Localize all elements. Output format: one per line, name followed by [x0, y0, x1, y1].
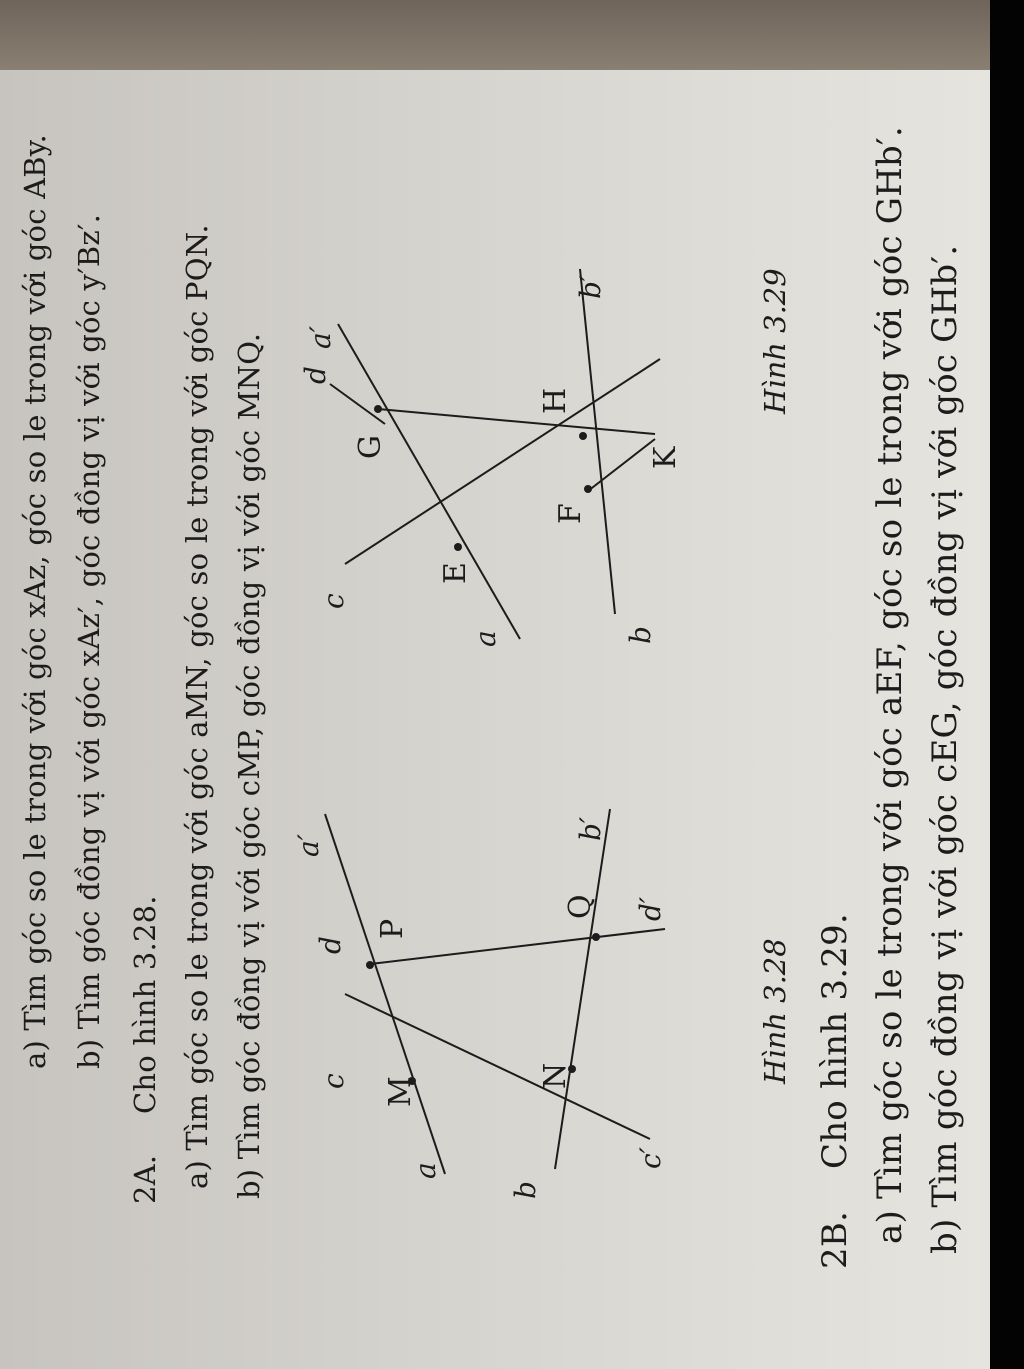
- exercise2a-intro: Cho hình 3.28.: [128, 895, 162, 1114]
- fig329-label-d: d: [299, 366, 332, 384]
- exercise2a-number: 2A.: [128, 1154, 162, 1204]
- fig328-label-n: N: [538, 1062, 573, 1089]
- exercise2a-part-a: a) Tìm góc so le trong với góc aMN, góc so le trong với góc PQN.: [180, 224, 214, 1189]
- exercise2b-part-a: a) Tìm góc so le trong với góc aEF, góc so le trong với góc GHb′.: [870, 126, 910, 1244]
- fig328-label-c: c: [317, 1073, 350, 1089]
- fig328-line-a: [325, 814, 445, 1174]
- exercise2b-intro: Cho hình 3.29.: [815, 913, 855, 1169]
- exercise2a-part-b: b) Tìm góc đồng vị với góc cMP, góc đồng vị với góc MNQ.: [232, 332, 266, 1199]
- fig328-label-b: b: [509, 1181, 542, 1199]
- exercise1-part-a: a) Tìm góc so le trong với góc xAz, góc so le trong với góc ABy.: [18, 134, 52, 1069]
- exercise2b-part-b: b) Tìm góc đồng vị với góc cEG, góc đồng vị với góc GHb′.: [925, 244, 965, 1254]
- fig329-line-b: [580, 269, 615, 614]
- fig328-label-c-prime: c′: [634, 1146, 667, 1169]
- figure-328-caption: Hình 3.28: [758, 938, 792, 1084]
- fig328-point-p: [366, 961, 374, 969]
- fig328-label-m: M: [383, 1076, 418, 1107]
- fig328-point-q: [592, 933, 600, 941]
- fig328-label-b-prime: b′: [574, 816, 607, 841]
- fig329-label-a: a: [469, 630, 502, 647]
- fig329-label-a-prime: a′: [304, 325, 337, 349]
- fig328-line-d: [370, 929, 665, 964]
- fig328-label-d: d: [314, 936, 347, 954]
- fig329-point-f: [584, 485, 592, 493]
- fig329-label-e: E: [438, 562, 473, 584]
- fig328-label-a-prime: a′: [292, 833, 325, 857]
- fig328-label-d-prime: d′: [634, 896, 667, 921]
- fig329-point-h: [579, 432, 587, 440]
- fig329-label-c: c: [317, 593, 350, 609]
- fig329-line-a: [338, 324, 520, 639]
- exercise1-part-b: b) Tìm góc đồng vị với góc xAz′, góc đồng vị với góc y′Bz′.: [72, 213, 106, 1069]
- fig329-label-b-prime: b′: [574, 274, 607, 299]
- fig329-label-h: H: [538, 387, 573, 414]
- dark-edge: [990, 0, 1024, 1369]
- fig329-label-g: G: [353, 435, 388, 459]
- fig329-label-k: K: [648, 446, 683, 469]
- fig329-label-f: F: [553, 503, 588, 524]
- fig328-label-q: Q: [563, 894, 598, 919]
- fig329-point-e: [454, 543, 462, 551]
- exercise2b-number: 2B.: [815, 1210, 855, 1269]
- fig329-line-gk: [378, 409, 655, 434]
- fig328-label-p: P: [375, 918, 410, 939]
- figure-329-caption: Hình 3.29: [758, 268, 792, 414]
- fig329-line-c: [345, 359, 660, 564]
- fig328-label-a: a: [409, 1162, 442, 1179]
- fig329-label-b: b: [624, 626, 657, 644]
- fig328-line-c: [345, 994, 650, 1139]
- fig329-point-g: [374, 405, 382, 413]
